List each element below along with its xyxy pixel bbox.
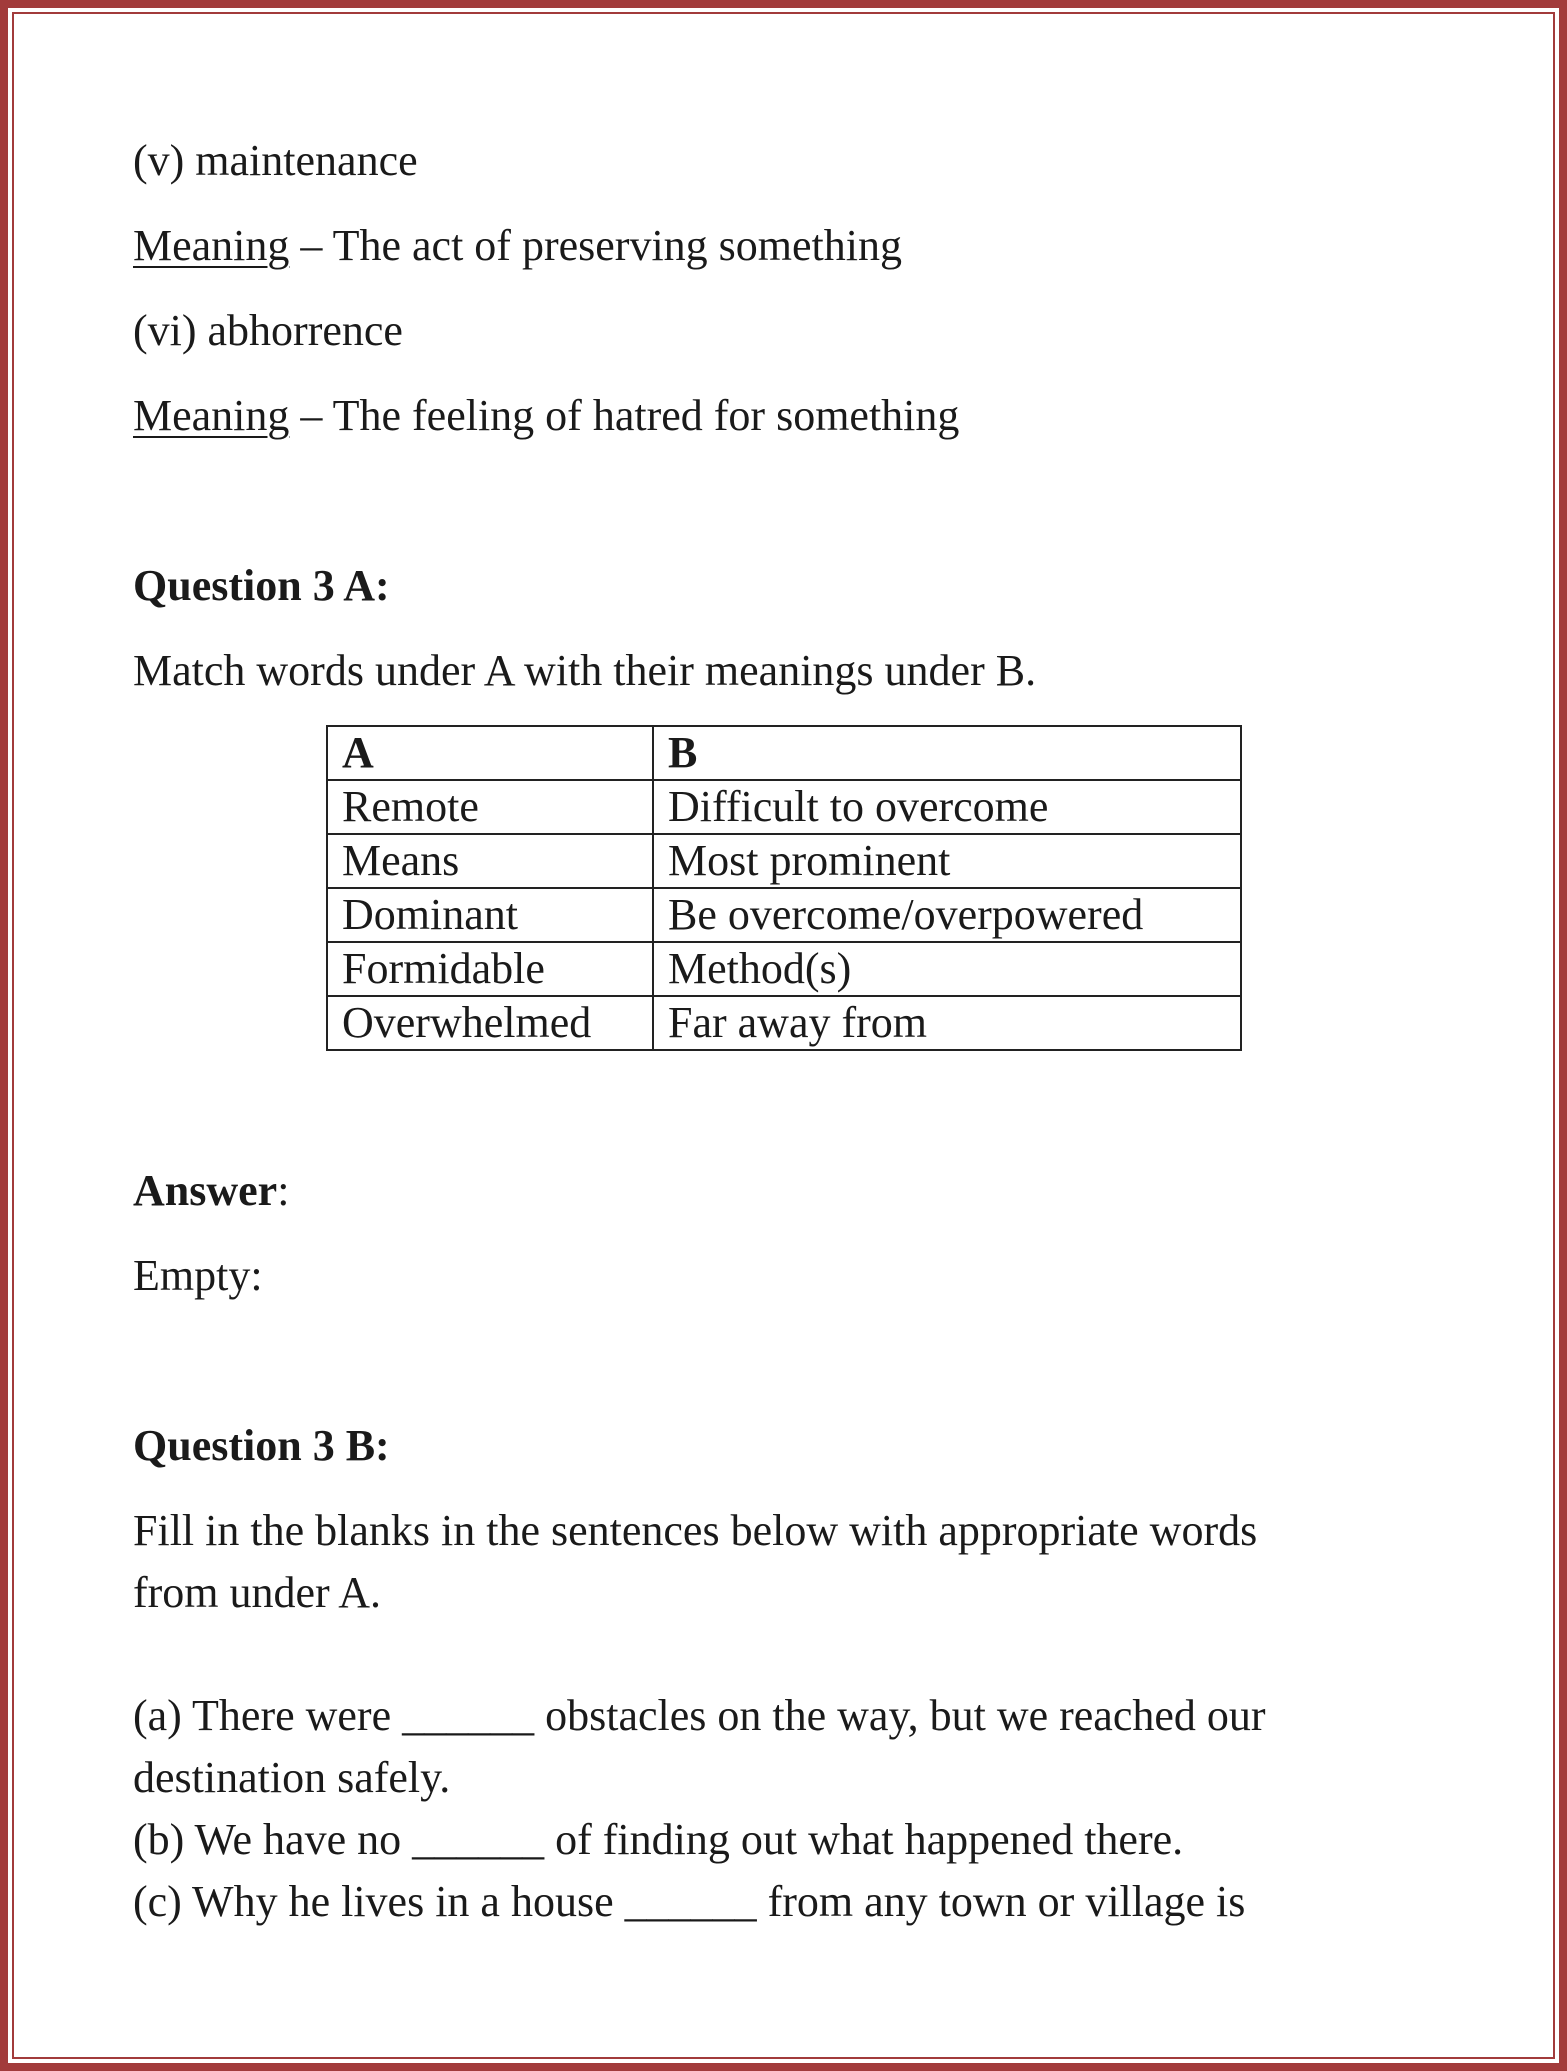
sentence-b: (b) We have no ______ of finding out what happened there.: [133, 1815, 1184, 1864]
question-3b-instruction-line2: from under A.: [133, 1568, 382, 1617]
table-cell-b: Most prominent: [653, 834, 1241, 888]
meaning-label: Meaning: [133, 391, 290, 440]
sentence-c: (c) Why he lives in a house ______ from any town or village is: [133, 1877, 1246, 1926]
answer-colon: :: [277, 1166, 290, 1215]
table-cell-b: Difficult to overcome: [653, 780, 1241, 834]
vocab-word-v: (v) maintenance: [133, 136, 418, 185]
table-header-row: [327, 726, 1241, 780]
answer-heading: [133, 1165, 289, 1218]
meaning-text: – The act of preserving something: [289, 221, 902, 270]
sentence-a-line2: destination safely.: [133, 1753, 451, 1802]
table-cell-a: Means: [327, 834, 653, 888]
table-row: [327, 942, 1241, 996]
table-cell-a: Dominant: [327, 888, 653, 942]
vocab-word-vi: (vi) abhorrence: [133, 306, 403, 355]
answer-label: Answer: [133, 1166, 278, 1215]
table-cell-a: Remote: [327, 780, 653, 834]
sentence-a-line1: (a) There were ______ obstacles on the way, but we reached our: [133, 1691, 1266, 1740]
question-3a-instruction: Match words under A with their meanings under B.: [133, 646, 1037, 695]
table-cell-a: Formidable: [327, 942, 653, 996]
question-3b-title: Question 3 B:: [133, 1421, 390, 1470]
table-cell-b: Be overcome/overpowered: [653, 888, 1241, 942]
match-table: [326, 725, 1242, 1051]
table-cell-b: Method(s): [653, 942, 1241, 996]
table-row: [327, 996, 1241, 1050]
meaning-label: Meaning: [133, 221, 290, 270]
meaning-text: – The feeling of hatred for something: [289, 391, 960, 440]
table-cell-b: Far away from: [653, 996, 1241, 1050]
table-cell-a: Overwhelmed: [327, 996, 653, 1050]
vocab-meaning-v: [133, 220, 902, 273]
table-header-a: A: [327, 726, 653, 780]
question-3a-title: Question 3 A:: [133, 561, 390, 610]
vocab-meaning-vi: [133, 390, 959, 443]
table-header-b: B: [653, 726, 1241, 780]
answer-value: Empty:: [133, 1251, 263, 1300]
table-row: [327, 780, 1241, 834]
table-row: [327, 888, 1241, 942]
table-row: [327, 834, 1241, 888]
question-3b-instruction-line1: Fill in the blanks in the sentences below with appropriate words: [133, 1506, 1258, 1555]
